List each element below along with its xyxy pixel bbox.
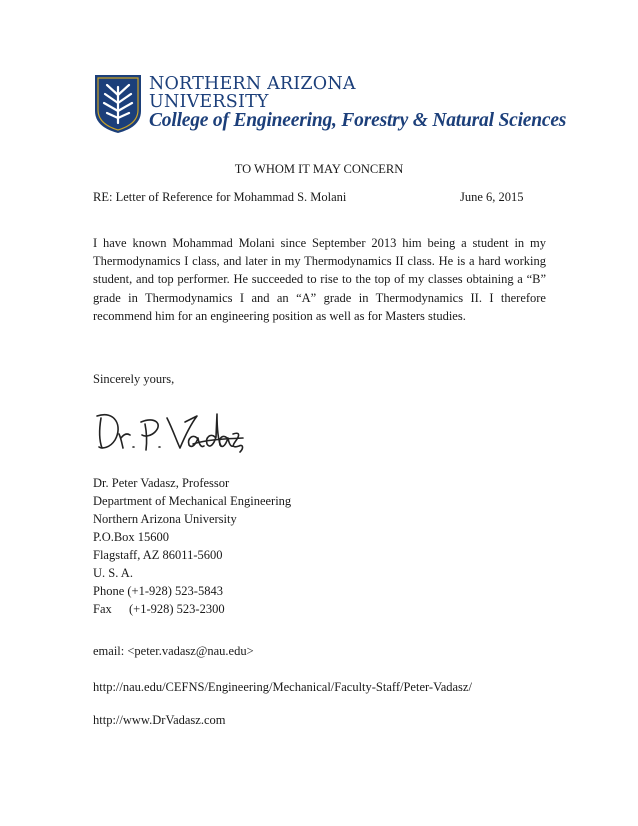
signatory-po-box: P.O.Box 15600 [93,530,170,544]
signatory-city: Flagstaff, AZ 86011-5600 [93,548,223,562]
email-line[interactable]: email: <peter.vadasz@nau.edu> [93,644,254,658]
signatory-department: Department of Mechanical Engineering [93,494,292,508]
handwritten-signature [93,404,245,456]
subject-line: RE: Letter of Reference for Mohammad S. Molani [93,190,347,204]
institution-line1: NORTHERN ARIZONA [149,74,356,94]
signatory-university: Northern Arizona University [93,512,237,526]
signatory-name: Dr. Peter Vadasz, Professor [93,476,230,490]
profile-url-link[interactable]: http://nau.edu/CEFNS/Engineering/Mechanical/Faculty-Staff/Peter-Vadasz/ [93,680,472,694]
college-name: College of Engineering, Forestry & Natural Sciences [149,110,567,131]
fax-number: (+1-928) 523-2300 [129,602,225,616]
letter-heading: TO WHOM IT MAY CONCERN [234,162,404,176]
institution-line2: UNIVERSITY [149,92,269,112]
letterhead [93,73,567,135]
fax-label: Fax [93,602,112,616]
signature-block [93,474,291,582]
signatory-country: U. S. A. [93,566,133,580]
fax-line [93,600,225,618]
letter-body: I have known Mohammad Molani since September 2013 him being a student in my Thermodynamics I class, and later in my Thermodynamics II class. He is a hard working student, and top performer. He succeeded to rise to the top of my classes obtaining a “B” grade in Thermodynamics I and an “A” grade in Thermodynamics II. I therefore recommend him for an engineering position as well as for Masters studies. [93,236,546,323]
closing: Sincerely yours, [93,372,175,386]
phone-line: Phone (+1-928) 523-5843 [93,584,223,598]
contact-block [93,582,225,618]
nau-seal-icon [93,73,143,135]
institution-name [149,75,356,111]
website-link[interactable]: http://www.DrVadasz.com [93,713,226,727]
letter-date: June 6, 2015 [460,190,524,204]
